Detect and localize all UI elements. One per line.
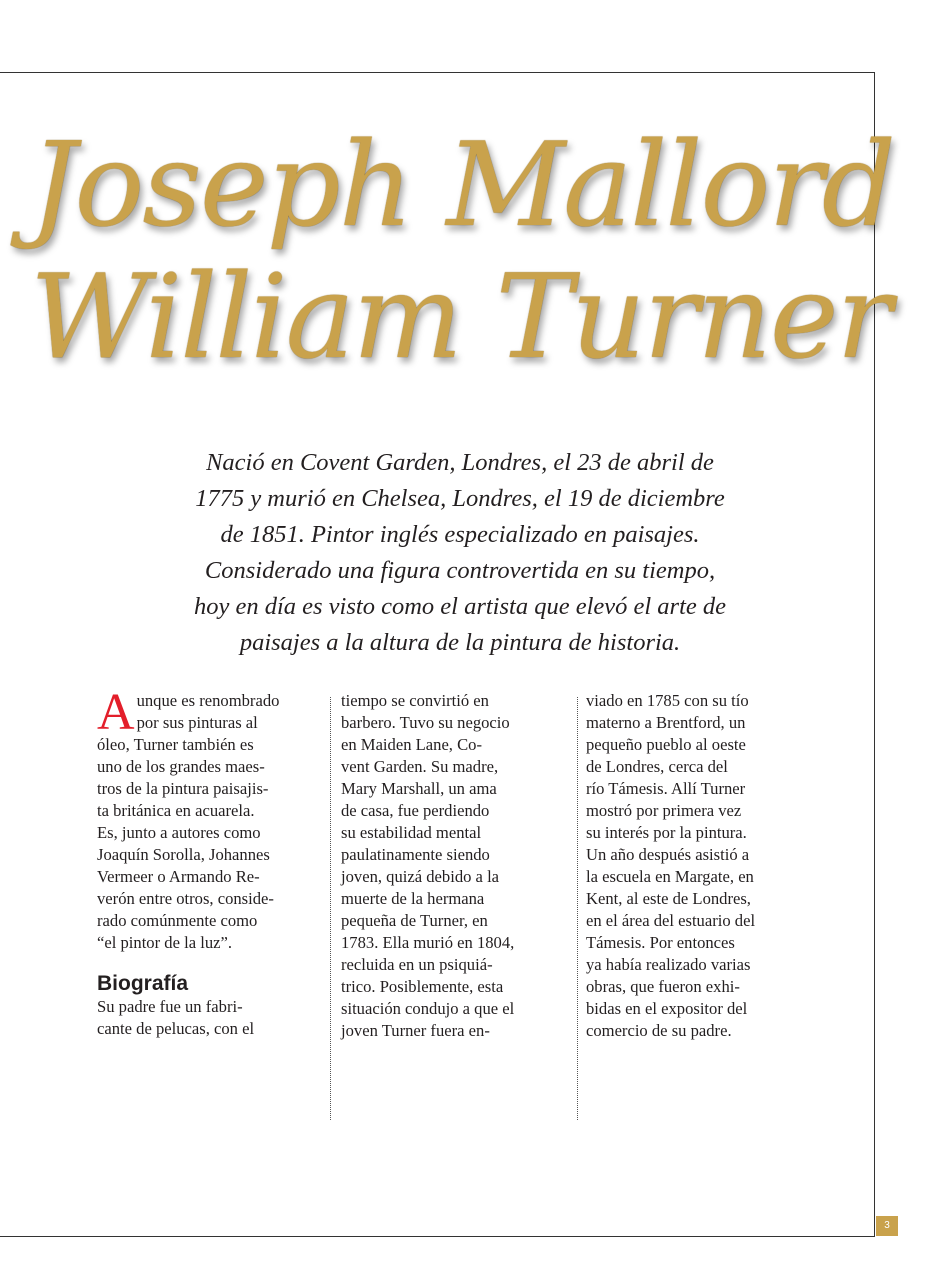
body-line: tiempo se convirtió en: [341, 691, 489, 710]
body-line: recluida en un psiquiá-: [341, 955, 493, 974]
body-line: Kent, al este de Londres,: [586, 889, 751, 908]
subtitle-line: Nació en Covent Garden, Londres, el 23 de abril de: [206, 449, 714, 476]
body-line: verón entre otros, conside-: [97, 889, 274, 908]
body-line: Es, junto a autores como: [97, 823, 261, 842]
subtitle-line: hoy en día es visto como el artista que elevó el arte de: [193, 593, 727, 620]
body-line: paulatinamente siendo: [341, 845, 490, 864]
body-column-2: [341, 690, 515, 1042]
body-line: Su padre fue un fabri-: [97, 997, 243, 1016]
subtitle-line: Considerado una figura controvertida en su tiempo,: [204, 557, 716, 584]
body-line: en Maiden Lane, Co-: [341, 735, 482, 754]
body-line: materno a Brentford, un: [586, 713, 746, 732]
subtitle-line: de 1851. Pintor inglés especializado en paisajes.: [220, 521, 700, 548]
body-line: vent Garden. Su madre,: [341, 757, 499, 776]
body-line: ya había realizado varias: [586, 955, 751, 974]
subtitle-line: 1775 y murió en Chelsea, Londres, el 19 de diciembre: [195, 485, 725, 512]
body-line: óleo, Turner también es: [97, 735, 254, 754]
body-line: joven Turner fuera en-: [341, 1021, 490, 1040]
body-line: 1783. Ella murió en 1804,: [341, 933, 515, 952]
body-column-1: [97, 684, 280, 1040]
title-line-1: Joseph Mallord: [30, 118, 895, 253]
subtitle-line: paisajes a la altura de la pintura de historia.: [239, 629, 681, 656]
body-line: barbero. Tuvo su negocio: [341, 713, 510, 732]
body-line: Vermeer o Armando Re-: [97, 867, 260, 886]
body-line: Támesis. Por entonces: [586, 933, 735, 952]
body-line: joven, quizá debido a la: [341, 867, 500, 886]
column-divider: [577, 697, 578, 1120]
body-line: por sus pinturas al: [136, 713, 258, 732]
body-line: mostró por primera vez: [586, 801, 742, 820]
body-line: obras, que fueron exhi-: [586, 977, 740, 996]
column-divider: [330, 697, 331, 1120]
body-line: pequeño pueblo al oeste: [586, 735, 746, 754]
section-heading-biografia: Biografía: [97, 972, 189, 995]
page-title: [30, 118, 895, 385]
body-line: Joaquín Sorolla, Johannes: [97, 845, 270, 864]
body-line: muerte de la hermana: [341, 889, 485, 908]
body-line: de Londres, cerca del: [586, 757, 728, 776]
body-line: comercio de su padre.: [586, 1021, 732, 1040]
page-number-badge: 3: [876, 1216, 898, 1236]
body-line: rado comúnmente como: [97, 911, 258, 930]
body-line: viado en 1785 con su tío: [586, 691, 749, 710]
body-line: bidas en el expositor del: [586, 999, 748, 1018]
body-line: cante de pelucas, con el: [97, 1019, 255, 1038]
body-line: en el área del estuario del: [586, 911, 756, 930]
body-line: de casa, fue perdiendo: [341, 801, 490, 820]
body-line: río Támesis. Allí Turner: [586, 779, 746, 798]
body-line: Mary Marshall, un ama: [341, 779, 497, 798]
body-line: situación condujo a que el: [341, 999, 515, 1018]
drop-cap: A: [97, 684, 135, 741]
body-line: uno de los grandes maes-: [97, 757, 265, 776]
body-column-3: [586, 690, 756, 1042]
body-line: su estabilidad mental: [341, 823, 482, 842]
body-line: ta británica en acuarela.: [97, 801, 255, 820]
title-line-2: William Turner: [30, 250, 890, 385]
body-line: su interés por la pintura.: [586, 823, 747, 842]
body-line: “el pintor de la luz”.: [97, 933, 232, 952]
body-line: la escuela en Margate, en: [586, 867, 754, 886]
body-line: Un año después asistió a: [586, 845, 750, 864]
body-line: unque es renombrado: [136, 691, 280, 710]
intro-subtitle: [130, 445, 790, 661]
body-line: pequeña de Turner, en: [341, 911, 488, 930]
body-line: trico. Posiblemente, esta: [341, 977, 504, 996]
body-line: tros de la pintura paisajis-: [97, 779, 269, 798]
